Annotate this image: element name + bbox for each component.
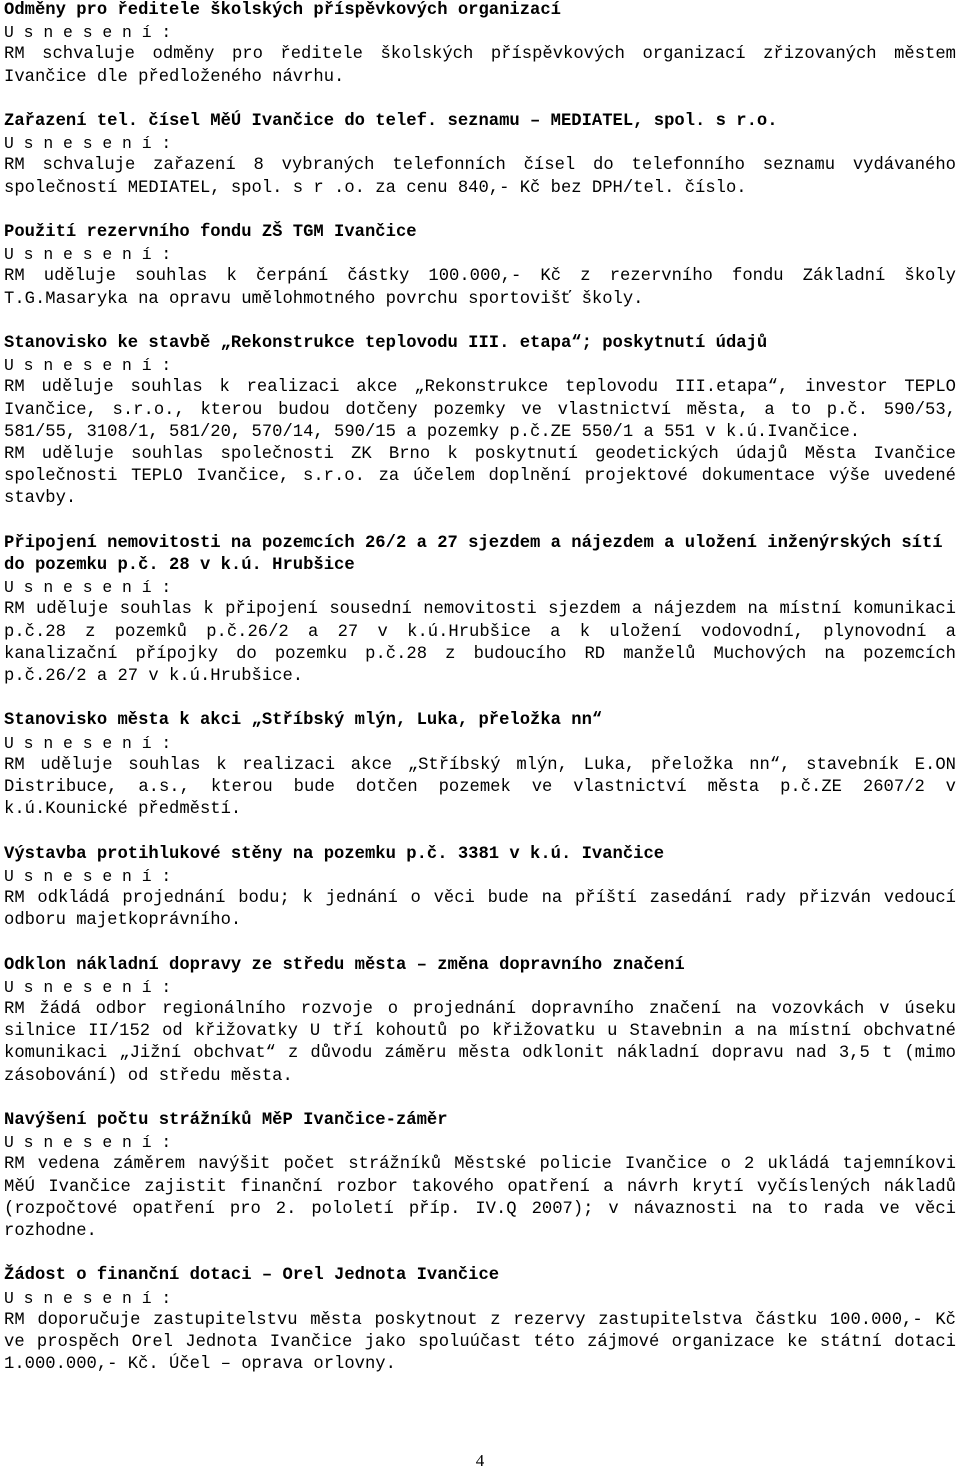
resolution-text: RM žádá odbor regionálního rozvoje o projednání dopravního značení na vozovkách v úseku silnice II/152 od křižovatky U tří kohoutů po křižovatku u Stavebnin a na místní obchvatné komunikaci „Jižní obchvat“ z důvodu záměru města odklonit nákladní dopravu nad 3,5 t (mimo zásobování) od středu města. — [4, 1000, 956, 1086]
resolution-label: U s n e s e n í : — [4, 578, 172, 598]
section-odklon-dopravy — [4, 955, 956, 1088]
section-teplovod — [4, 333, 956, 511]
resolution-label: U s n e s e n í : — [4, 733, 172, 753]
resolution-text: RM uděluje souhlas k čerpání částky 100.000,- Kč z rezervního fondu Základní školy T.G.Masaryka na opravu umělohmotného povrchu sportovišť školy. — [4, 267, 956, 309]
section-stribsky-mlyn — [4, 710, 956, 821]
section-mediatel — [4, 111, 956, 200]
resolution-text: RM odkládá projednání bodu; k jednání o věci bude na příští zasedání rady přizván vedoucí odboru majetkoprávního. — [4, 889, 956, 931]
section-odmeny — [4, 0, 956, 89]
section-heading: Stanovisko ke stavbě „Rekonstrukce teplovodu III. etapa“; poskytnutí údajů — [4, 334, 768, 353]
section-heading: Navýšení počtu strážníků MěP Ivančice-záměr — [4, 1111, 448, 1131]
resolution-text: RM uděluje souhlas k připojení sousední nemovitosti sjezdem a nájezdem na místní komunikaci p.č.28 z pozemků p.č.26/2 a 27 v k.ú.Hrubšice a k uložení vodovodní, plynovodní a kanalizační přípojky do pozemku p.č.28 z budoucího RD manželů Muchových na pozemcích p.č.26/2 a 27 v k.ú.Hrubšice. — [4, 600, 956, 687]
resolution-text: RM uděluje souhlas k realizaci akce „Stříbský mlýn, Luka, přeložka nn“, stavebník E.ON Distribuce, a.s., kterou bude dotčen pozemek ve vlastnictví města p.č.ZE 2607/2 v k.ú.Kounické předměstí. — [4, 755, 956, 820]
section-hrubsice — [4, 533, 956, 688]
resolution-label: U s n e s e n í : — [4, 1288, 172, 1308]
section-heading: Výstavba protihlukové stěny na pozemku p.č. 3381 v k.ú. Ivančice — [4, 844, 665, 864]
section-heading: Stanovisko města k akci „Stříbský mlýn, Luka, přeložka nn“ — [4, 711, 603, 731]
spacer — [4, 89, 956, 111]
section-heading: Odklon nákladní dopravy ze středu města – změna dopravního značení — [4, 955, 685, 975]
resolution-text: RM vedena záměrem navýšit počet strážníků Městské policie Ivančice o 2 ukládá tajemníkovi MěÚ Ivančice zajistit finanční rozbor takového opatření a návrh krytí vyčíslených nákladů (rozpočtové opatření pro 2. pololetí příp. IV.Q 2007); v návaznosti na to rada ve věci rozhodne. — [4, 1155, 956, 1242]
section-heading: Zařazení tel. čísel MěÚ Ivančice do telef. seznamu – MEDIATEL, spol. s r.o. — [4, 112, 778, 131]
spacer — [4, 200, 956, 222]
resolution-text: RM uděluje souhlas k realizaci akce „Rekonstrukce teplovodu III.etapa“, investor TEPLO Ivančice, s.r.o., kterou budou dotčeny pozemky ve vlastnictví města, a to p.č. 590/53, 581/55, 3108/1, 581/20, 570/14, 590/15 a pozemky p.č.ZE 550/1 a 551 v k.ú.Ivančice. — [4, 378, 956, 442]
page-number: 4 — [475, 1451, 485, 1470]
resolution-text: RM schvaluje odměny pro ředitele školských příspěvkových organizací zřizovaných městem Ivančice dle předloženého návrhu. — [4, 45, 956, 87]
resolution-label: U s n e s e n í : — [4, 1133, 172, 1153]
section-straznici — [4, 1110, 956, 1243]
resolution-label: U s n e s e n í : — [4, 245, 172, 265]
resolution-text: RM uděluje souhlas společnosti ZK Brno k poskytnutí geodetických údajů Města Ivančice společnosti TEPLO Ivančice, s.r.o. za účelem doplnění projektové dokumentace výše uvedené stavby. — [4, 445, 956, 509]
section-protihlukova-stena — [4, 844, 956, 933]
spacer — [4, 311, 956, 333]
section-heading: Odměny pro ředitele školských příspěvkových organizací — [4, 1, 561, 20]
resolution-label: U s n e s e n í : — [4, 23, 172, 43]
section-heading: Žádost o finanční dotaci – Orel Jednota Ivančice — [4, 1266, 500, 1286]
spacer — [4, 1088, 956, 1110]
resolution-text: RM doporučuje zastupitelstvu města poskytnout z rezervy zastupitelstva částku 100.000,- Kč ve prospěch Orel Jednota Ivančice jako spoluúčast této zájmové organizace ke státní dotaci 1.000.000,- Kč. Účel – oprava orlovny. — [4, 1310, 956, 1375]
spacer — [4, 688, 956, 710]
section-heading: Připojení nemovitosti na pozemcích 26/2 a 27 sjezdem a nájezdem a uložení inženýrských sítí do pozemku p.č. 28 v k.ú. Hrubšice — [4, 533, 943, 576]
resolution-label: U s n e s e n í : — [4, 977, 172, 997]
resolution-text: RM schvaluje zařazení 8 vybraných telefonních čísel do telefonního seznamu vydávaného společností MEDIATEL, spol. s r .o. za cenu 840,- Kč bez DPH/tel. číslo. — [4, 156, 956, 198]
spacer — [4, 932, 956, 954]
resolution-label: U s n e s e n í : — [4, 356, 172, 376]
spacer — [4, 511, 956, 533]
section-heading: Použití rezervního fondu ZŠ TGM Ivančice — [4, 223, 417, 242]
resolution-label: U s n e s e n í : — [4, 866, 172, 886]
section-orel-dotace — [4, 1265, 956, 1376]
section-rezervni-fond — [4, 222, 956, 311]
spacer — [4, 1243, 956, 1265]
spacer — [4, 821, 956, 843]
document-page — [4, 0, 956, 1376]
resolution-label: U s n e s e n í : — [4, 134, 172, 154]
